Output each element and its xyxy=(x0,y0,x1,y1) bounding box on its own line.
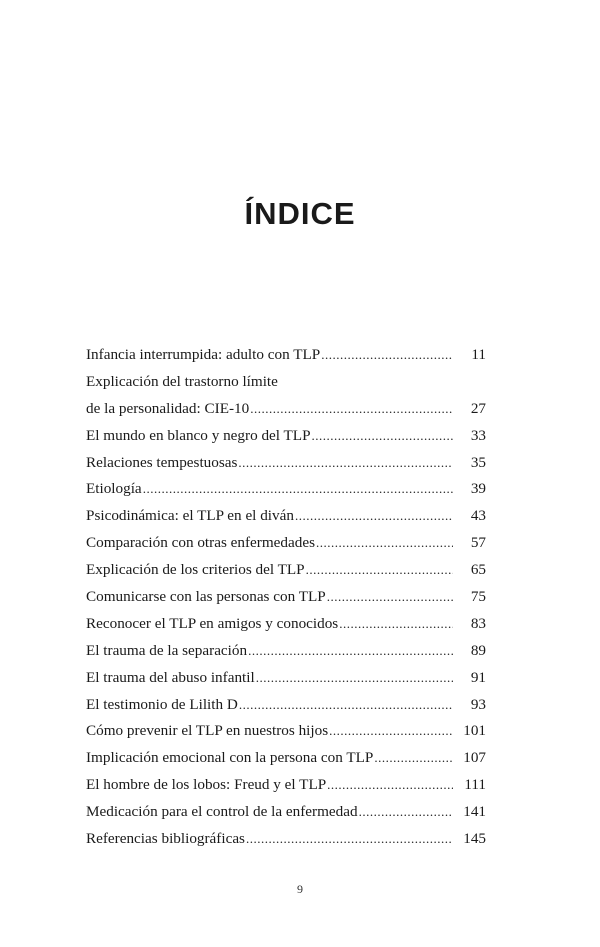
toc-entry-title: Psicodinámica: el TLP en el diván xyxy=(86,507,294,525)
toc-entry xyxy=(86,584,486,611)
toc-entry xyxy=(86,745,486,772)
toc-entry-title: Implicación emocional con la persona con TLP xyxy=(86,749,374,767)
toc-entry-page: 89 xyxy=(470,641,486,659)
toc-entry-title: Reconocer el TLP en amigos y conocidos xyxy=(86,614,339,632)
toc-entry-page: 65 xyxy=(470,561,486,579)
toc-dot-leader xyxy=(143,476,453,503)
toc-entry-page: 111 xyxy=(464,776,486,794)
toc-entry-page: 107 xyxy=(463,749,486,767)
toc-entry-title: El mundo en blanco y negro del TLP xyxy=(86,426,311,444)
toc-entry-title: Comparación con otras enfermedades xyxy=(86,534,315,552)
toc-entry xyxy=(86,369,486,396)
toc-dot-leader xyxy=(246,826,453,853)
table-of-contents xyxy=(86,342,486,853)
toc-entry xyxy=(86,665,486,692)
toc-dot-leader xyxy=(238,450,453,477)
toc-entry-title: Comunicarse con las personas con TLP xyxy=(86,588,326,606)
toc-dot-leader xyxy=(250,396,453,423)
toc-entry xyxy=(86,503,486,530)
toc-dot-leader xyxy=(316,530,453,557)
toc-dot-leader xyxy=(312,423,453,450)
toc-entry-title: de la personalidad: CIE-10 xyxy=(86,399,250,417)
toc-entry xyxy=(86,530,486,557)
toc-dot-leader xyxy=(327,584,453,611)
toc-entry xyxy=(86,799,486,826)
toc-entry-page: 43 xyxy=(470,507,486,525)
toc-entry-page: 91 xyxy=(470,668,486,686)
toc-entry-title: Cómo prevenir el TLP en nuestros hijos xyxy=(86,722,329,740)
toc-entry-title: El trauma del abuso infantil xyxy=(86,668,255,686)
toc-entry-page: 27 xyxy=(470,399,486,417)
toc-entry xyxy=(86,342,486,369)
toc-entry-page: 33 xyxy=(470,426,486,444)
toc-entry xyxy=(86,396,486,423)
toc-dot-leader xyxy=(239,692,453,719)
toc-entry-page: 57 xyxy=(470,534,486,552)
toc-entry-title: Infancia interrumpida: adulto con TLP xyxy=(86,346,321,363)
toc-entry-title: El trauma de la separación xyxy=(86,641,248,659)
toc-entry-title: Etiología xyxy=(86,480,142,498)
toc-dot-leader xyxy=(374,745,453,772)
toc-entry xyxy=(86,450,486,477)
toc-entry-page: 11 xyxy=(471,346,486,363)
toc-entry xyxy=(86,826,486,853)
toc-entry-title: Explicación de los criterios del TLP xyxy=(86,561,305,579)
toc-entry-title: Medicación para el control de la enfermedad xyxy=(86,803,358,821)
toc-entry-page: 141 xyxy=(463,803,486,821)
toc-dot-leader xyxy=(306,557,453,584)
toc-entry-page: 93 xyxy=(470,695,486,713)
toc-entry xyxy=(86,423,486,450)
toc-dot-leader xyxy=(359,799,453,826)
toc-entry-page: 75 xyxy=(470,588,486,606)
toc-dot-leader xyxy=(256,665,453,692)
page-number: 9 xyxy=(297,882,303,896)
toc-entry xyxy=(86,692,486,719)
toc-entry xyxy=(86,718,486,745)
toc-entry xyxy=(86,557,486,584)
toc-dot-leader xyxy=(295,503,453,530)
toc-entry-title: Referencias bibliográficas xyxy=(86,830,245,848)
toc-dot-leader xyxy=(339,611,453,638)
toc-entry xyxy=(86,611,486,638)
toc-entry-page: 39 xyxy=(470,480,486,498)
toc-entry-title: Relaciones tempestuosas xyxy=(86,453,238,471)
toc-entry-page: 35 xyxy=(470,453,486,471)
index-title: ÍNDICE xyxy=(244,196,356,231)
toc-entry xyxy=(86,476,486,503)
toc-entry-page: 145 xyxy=(463,830,486,848)
toc-entry-page: 101 xyxy=(463,722,486,740)
toc-entry xyxy=(86,772,486,799)
toc-dot-leader xyxy=(321,342,453,369)
toc-dot-leader xyxy=(327,772,453,799)
toc-entry-title: El hombre de los lobos: Freud y el TLP xyxy=(86,776,327,794)
toc-entry xyxy=(86,638,486,665)
toc-dot-leader xyxy=(248,638,453,665)
toc-entry-title: Explicación del trastorno límite xyxy=(86,372,278,390)
toc-dot-leader xyxy=(329,718,453,745)
toc-entry-page: 83 xyxy=(470,614,486,632)
toc-entry-title: El testimonio de Lilith D xyxy=(86,695,238,713)
